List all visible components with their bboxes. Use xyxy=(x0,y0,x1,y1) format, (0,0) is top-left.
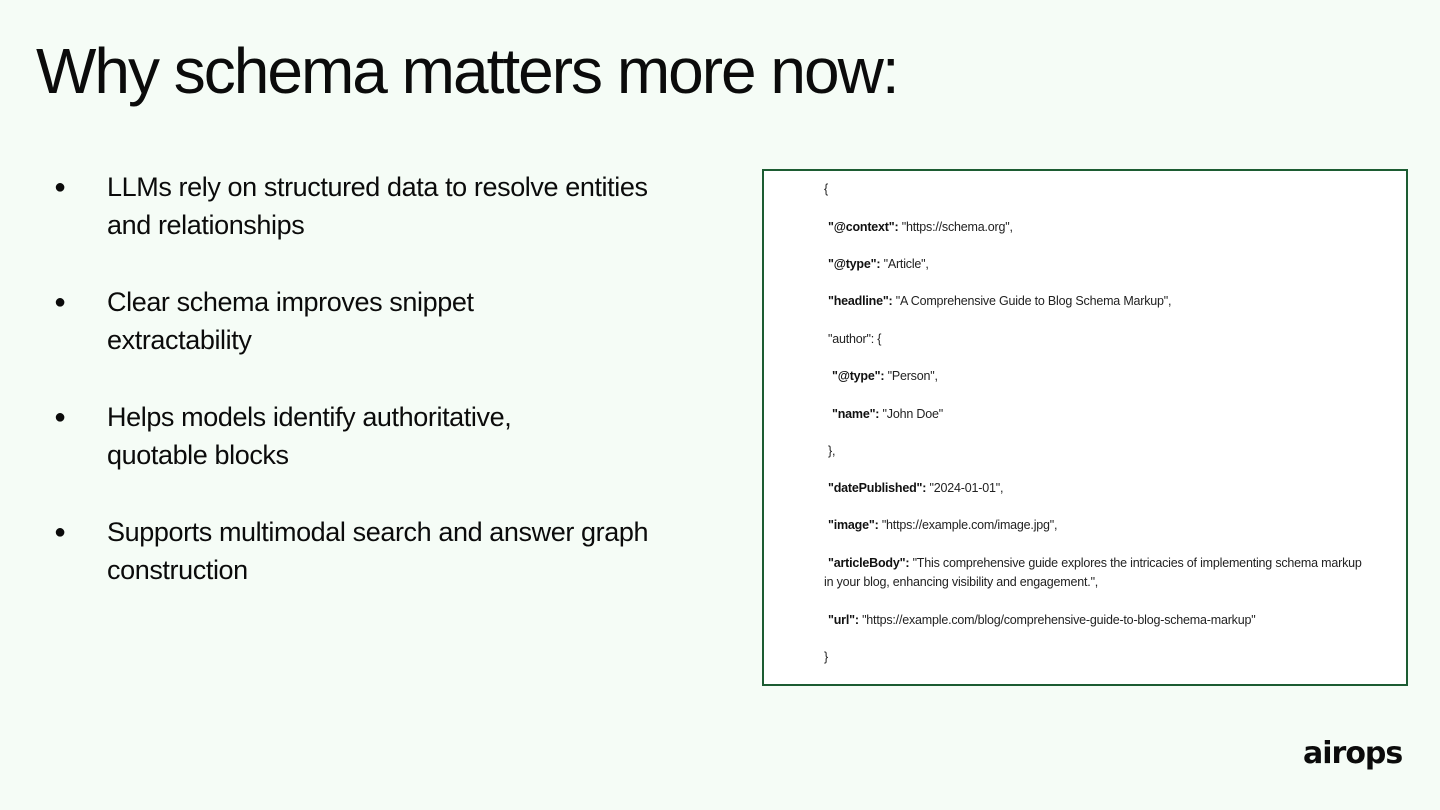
bullet-item xyxy=(54,398,654,474)
code-value: "2024-01-01", xyxy=(926,481,1004,495)
code-value: "https://example.com/image.jpg", xyxy=(878,518,1058,532)
code-value: "This comprehensive guide explores the intricacies of implementing schema markup in your blog, enhancing visibility and engagement.", xyxy=(824,556,1362,589)
code-line-author-close: }, xyxy=(828,444,836,458)
bullet-text: Supports multimodal search and answer graph construction xyxy=(107,517,649,585)
code-value: "https://schema.org", xyxy=(898,220,1013,234)
code-key: "url": xyxy=(828,613,859,627)
code-key: "@context": xyxy=(828,220,899,234)
bullet-item xyxy=(54,168,654,244)
code-value: "A Comprehensive Guide to Blog Schema Markup", xyxy=(892,294,1172,308)
code-key: "@type": xyxy=(828,257,881,271)
code-line-person-type xyxy=(832,367,1386,386)
code-line-url xyxy=(828,611,1386,630)
code-value: "Article", xyxy=(880,257,929,271)
code-line-type xyxy=(828,255,1386,274)
schema-code-panel xyxy=(762,169,1408,686)
code-line-image xyxy=(828,516,1386,535)
airops-logo xyxy=(1303,735,1409,775)
code-line-date xyxy=(828,479,1386,498)
bullet-text: Helps models identify authoritative, quotable blocks xyxy=(107,402,512,470)
bullet-text: Clear schema improves snippet extractability xyxy=(107,287,474,355)
bullet-item xyxy=(54,283,654,359)
code-open-brace: { xyxy=(824,182,828,196)
code-key: "articleBody": xyxy=(828,556,910,570)
code-line-headline xyxy=(828,292,1386,311)
code-line-context xyxy=(828,218,1386,237)
airops-logo-text: airops xyxy=(1303,736,1403,771)
bullet-dot-icon: ● xyxy=(54,291,66,313)
code-key: "name": xyxy=(832,407,880,421)
slide-title: Why schema matters more now: xyxy=(36,35,898,107)
bullet-dot-icon: ● xyxy=(54,176,66,198)
bullet-dot-icon: ● xyxy=(54,406,66,428)
bullet-text: LLMs rely on structured data to resolve entities and relationships xyxy=(107,172,648,240)
bullet-item xyxy=(54,513,654,589)
code-key: "image": xyxy=(828,518,879,532)
code-value: "Person", xyxy=(884,369,938,383)
code-line-name xyxy=(832,405,1386,424)
code-line-article-body xyxy=(824,554,1370,592)
bullet-dot-icon: ● xyxy=(54,521,66,543)
code-key: "datePublished": xyxy=(828,481,927,495)
bullet-list xyxy=(54,168,654,628)
code-line-author-open: "author": { xyxy=(828,332,882,346)
code-value: "John Doe" xyxy=(879,407,943,421)
code-key: "@type": xyxy=(832,369,885,383)
code-close-brace: } xyxy=(824,650,828,664)
code-key: "headline": xyxy=(828,294,893,308)
code-value: "https://example.com/blog/comprehensive-guide-to-blog-schema-markup" xyxy=(858,613,1256,627)
